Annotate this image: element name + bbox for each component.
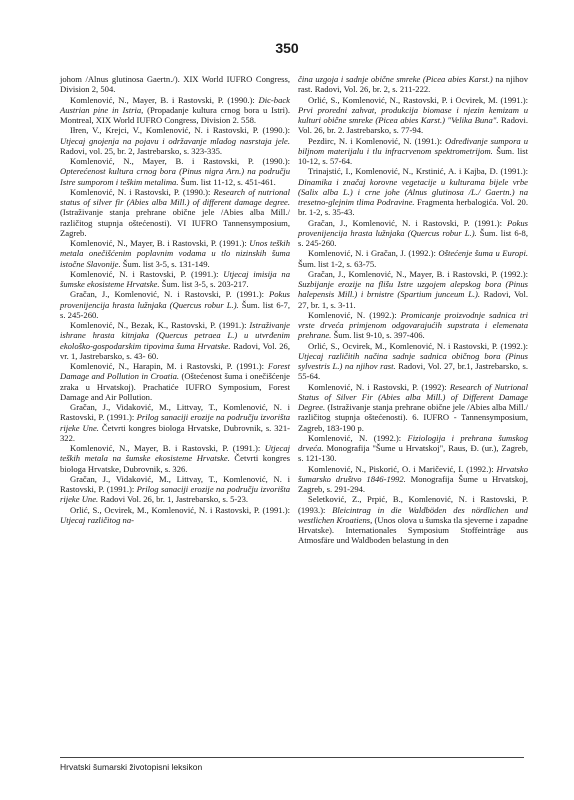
bibliography-entry: [298, 248, 528, 269]
entry-source: Radovi, Vol. 26, vr. 1, Jastrebarsko, s. 43- 60.: [60, 340, 291, 361]
entry-source: Šum. list 6-7, s. 245-260.: [60, 299, 291, 320]
entry-source: (Unos olova u šumska tla sjeverne i zapadne Hrvatske). Internationales Symposium Stoffeinträge aus Atmosfäre und Waldboden belastung in den: [298, 514, 528, 546]
bibliography-entry: [298, 310, 528, 341]
entry-title: Utjecaj imisija na šumske ekosisteme Hrvatske.: [60, 268, 291, 289]
entry-title: Opterećenost kultura crnog bora (Pinus nigra Arn.) na području Istre sumporom i teškim metalima.: [60, 166, 290, 187]
page-number: 350: [275, 40, 299, 56]
entry-title: Prvi proredni zahvat, produkcija biomase i njezin kemizam u kulturi obične smreke (Picea abies Karst.) "Velika Buna".: [298, 104, 528, 125]
entry-authors: Komlenović, N. i Rastovski, P. (1990.):: [70, 186, 214, 197]
bibliography-entry: [298, 341, 528, 382]
bibliography-entry: [60, 505, 290, 526]
entry-authors: Orlić, S., Komlenović, N., Rastovski, P. i Ocvirek, M. (1991.):: [308, 94, 528, 105]
bibliography-entry: [60, 95, 290, 126]
footer-title: Hrvatski šumarski životopisni leksikon: [60, 762, 203, 772]
entry-source: (Oštećenost šuma i onečišćenje zraka u Hrvatskoj). Prachatiće IUFRO Symposium, Forest Damage and Air Pollution.: [60, 371, 290, 402]
entry-source: Fragmenta herbalogića. Vol. 20. br. 1-2, s. 35-43.: [298, 197, 528, 218]
entry-authors: Komlenović, N. i Gračan, J. (1992.):: [308, 248, 439, 259]
bibliography-entry: [298, 95, 528, 136]
bibliography-entry: [60, 238, 290, 269]
entry-source: Radovi. Vol. 26, br. 2. Jastrebarsko, s. 77-94.: [298, 115, 529, 136]
entry-authors: Komlenović, N., Piskorić, O. i Maričević, I. (1992.):: [308, 463, 497, 474]
bibliography-entry: [60, 402, 290, 443]
entry-title: Utjecaj različitih načina sadnje sadnica običnog bora (Pinus sylvestris L.) na njihov rast.: [298, 350, 528, 371]
entry-authors: Orlić, S., Ocvirek, M., Komlenović, N. i Rastovski, P. (1992.):: [308, 340, 528, 351]
entry-title: Istraživanje ishrane hrasta kitnjaka (Quercus petraea L.) u utvrđenim ekološko-gospodarskim tipovima šuma Hrvatske.: [60, 320, 290, 351]
entry-authors: Komlenović, N., Mayer, B. i Rastovski, P. (1990.):: [70, 156, 290, 166]
footer-divider: [60, 757, 524, 758]
entry-title: Pokus provenijencija hrasta lužnjaka (Quercus robur L.).: [298, 217, 528, 238]
bibliography-entry: [298, 218, 528, 249]
entry-title: Unos teških metala onečišćenim poplavnim vodama u tlo nizinskih šuma istočne Slavonije.: [60, 238, 290, 269]
entry-authors: johom /Alnus glutinosa Gaertn./). XIX World IUFRO Congress, Division 2, 504.: [60, 74, 290, 95]
bibliography-entry: [298, 433, 528, 464]
entry-authors: Komlenović, N., Mayer, B. i Rastovski, P. (1991.):: [70, 443, 265, 453]
entry-title: Dinamika i značaj korovne vegetacije u kulturama bijele vrbe (Salix alba L.) i crne johe (Alnus glutinosa /L./ Gaertn.) na tresetno-glejnim tlima Podravine.: [298, 176, 528, 207]
entry-title: Hrvatsko šumarsko društvo 1846-1992.: [298, 463, 528, 484]
bibliography-entry: [298, 494, 528, 545]
bibliography-entry: [60, 269, 290, 290]
bibliography-entry: [60, 474, 290, 505]
entry-authors: Orlić, S., Ocvirek, M., Komlenović, N. i Rastovski, P. (1991.):: [70, 504, 290, 515]
bibliography-entry: [298, 136, 528, 167]
right-column: [298, 74, 528, 546]
entry-authors: Trinajstić, I., Komlenović, N., Krstinić, A. i Kajba, D. (1991.):: [308, 166, 528, 177]
entry-title: Research of nutrional status of silver fir (Abies alba Mill.) of different damage degree.: [60, 186, 290, 207]
entry-source: Šum. list 3-5, s. 131-149.: [120, 258, 210, 269]
entry-source: Četvrti kongres biologa Hrvatske, Dubrovnik, s. 321-322.: [60, 422, 290, 443]
entry-title: Suzbijanje erozije na flišu Istre uzgojem alepskog bora (Pinus halepensis Mill.) i brnistre (Spartium junceum L.).: [298, 279, 528, 300]
entry-authors: Komlenović, N. i Rastovski, P. (1991.):: [70, 268, 224, 279]
entry-authors: Komlenović, N. (1992.):: [308, 432, 408, 443]
entry-source: Šum. list 6-8, s. 245-260.: [298, 227, 529, 248]
entry-source: (Istraživanje stanja prehrane obične jele /Abies alba Mill./ različitog stupnja oštećenosti). 6. IUFRO - Tannensymposium, Zagreb, 183-190 p.: [298, 402, 528, 433]
entry-title: Dic-back Austrian pine in Istria,: [60, 94, 290, 115]
entry-source: Radovi, Vol. 27, br.1, Jastrebarsko, s. 55-64.: [298, 361, 528, 382]
bibliography-entry: [60, 289, 290, 320]
entry-source: Radovi, Vol. 27, br. 1, s. 3-11.: [298, 289, 528, 310]
entry-authors: Komlenović, N., Bezak, K., Rastovski, P. (1991.):: [70, 320, 250, 330]
entry-source: Radovi, vol. 25, br. 2, Jastrebarsko, s. 323-335.: [60, 145, 223, 156]
bibliography-entry: [60, 125, 290, 156]
entry-title: Određivanje sumpora u biljnom materijalu i tlu infracrvenom spektrometrijom.: [298, 135, 528, 156]
entry-authors: Komlenović, N. (1992.):: [308, 309, 401, 320]
bibliography-entry: [60, 187, 290, 238]
entry-source: Radovi Vol. 26, br. 1, Jastrebarsko, s. 5-23.: [98, 494, 249, 505]
entry-title: čina uzgoja i sadnje obične smreke (Picea abies Karst.): [298, 74, 493, 84]
entry-title: Oštećenje šuma u Europi.: [438, 248, 528, 259]
entry-source: Šum. list 11-12, s. 451-461.: [178, 176, 276, 187]
entry-authors: Gračan, J., Komlenović, N. i Rastovski, P. (1991.):: [70, 289, 269, 300]
entry-authors: Gračan, J., Komlenović, N. i Rastovski, P. (1991.):: [308, 217, 507, 228]
left-column: [60, 74, 290, 525]
entry-authors: Gračan, J., Vidaković, M., Littvay, T., Komlenović, N. i Rastovski, P. (1991.):: [60, 402, 290, 423]
entry-authors: Iłren, V., Krejci, V., Komlenović, N. i Rastovski, P. (1990.):: [70, 125, 290, 136]
entry-source: Šum. list 3-5, s. 203-217.: [159, 279, 249, 289]
bibliography-entry: [298, 269, 528, 310]
entry-source: na njihov rast. Radovi, Vol. 26, br. 2, s. 211-222.: [298, 74, 528, 95]
entry-title: Utjecaj različitog na-: [60, 514, 134, 525]
entry-authors: Gračan, J., Komlenović, N., Mayer, B. i Rastovski, P. (1992.):: [308, 268, 528, 279]
entry-source: Četvrti kongres biologa Hrvatske, Dubrovnik, s. 326.: [60, 453, 290, 474]
entry-title: Pokus provenijencija hrasta lužnjaka (Quercus robur L.).: [60, 289, 290, 310]
entry-title: Research of Nutrional Status of Silver Fir (Abies alba Mill.) of Different Damage Degree.: [298, 381, 528, 412]
entry-title: Promicanje proizvodnje sadnica tri vrste drveća primjenom odgovarajućih supstrata i elemenata prehrane.: [298, 309, 528, 341]
entry-source: Monografija Šume u Hrvatskoj, Zagreb, s. 291-294.: [298, 473, 528, 494]
entry-source: Šum. list 1-2, s. 63-75.: [298, 258, 377, 269]
entry-title: Utjecaj teških metala na šumske ekosisteme Hrvatske.: [60, 443, 290, 464]
bibliography-entry: [298, 166, 528, 217]
entry-authors: Pezdirc, N. i Komlenović, N. (1991.):: [308, 135, 445, 146]
entry-title: Prilog sanaciji erozije na području izvorišta rijeke Une.: [60, 412, 291, 433]
bibliography-entry: [60, 156, 290, 187]
entry-source: Šum. list 10-12, s. 57-64.: [298, 145, 528, 166]
entry-title: Prilog sanaciji erozije na području izvorišta rijeke Une.: [60, 484, 291, 505]
entry-authors: Komlenović, N., Mayer, B. i Rastovski, P. (1990.):: [70, 94, 259, 105]
entry-title: Bleicintrag in die Waldböden des nördlichen und westlichen Kroatiens,: [298, 504, 528, 525]
entry-title: Utjecaj gnojenja na pojavu i održavanje mladog nasrstaja jele.: [60, 135, 290, 146]
entry-source: (Istraživanje stanja prehrane obične jele /Abies alba Mill./ različitog stupnja oštećenosti). VI IUFRO Tannensymposium, Zagreb.: [60, 207, 290, 238]
bibliography-entry: [60, 443, 290, 474]
bibliography-entry: [60, 361, 290, 402]
entry-title: Fiziologija i prehrana šumskog drveća.: [298, 432, 528, 453]
bibliography-entry: [298, 74, 528, 95]
entry-source: Šum. list 9-10, s. 397-406.: [331, 330, 425, 341]
entry-authors: Gračan, J., Vidaković, M., Littvay, T., Komlenović, N. i Rastovski, P. (1991.):: [60, 473, 290, 494]
entry-authors: Komlenović, N. i Rastovski, P. (1992):: [308, 381, 450, 392]
bibliography-entry: [298, 382, 528, 433]
bibliography-entry: [60, 74, 290, 95]
entry-source: Monografija "Šume u Hrvatskoj", Raus, Đ. (ur.), Zagreb, s. 121-130.: [298, 443, 528, 464]
entry-authors: Seletković, Z., Prpić, B., Komlenović, N. i Rastovski, P. (1993.):: [298, 494, 528, 515]
bibliography-entry: [60, 320, 290, 361]
entry-authors: Komlenović, N., Mayer, B. i Rastovski, P. (1991.):: [70, 238, 250, 248]
entry-source: (Propadanje kultura crnog bora u Istri). Montreal, XIX World IUFRO Congress, Division 2. 558.: [60, 104, 290, 125]
entry-authors: Komlenović, N., Harapin, M. i Rastovski, P. (1991.):: [70, 361, 268, 371]
bibliography-entry: [298, 464, 528, 495]
entry-title: Forest Damage and Pollution in Croatia.: [60, 361, 290, 382]
